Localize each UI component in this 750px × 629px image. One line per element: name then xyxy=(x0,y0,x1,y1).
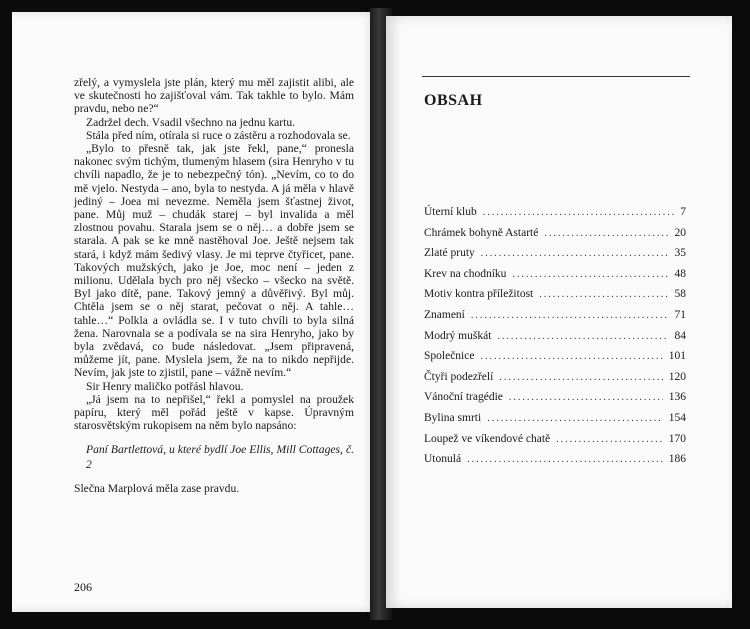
toc-entry-page: 71 xyxy=(674,308,686,321)
left-page xyxy=(12,12,376,612)
toc-entry xyxy=(424,391,686,412)
toc-entry xyxy=(424,371,686,392)
table-of-contents xyxy=(424,206,686,474)
toc-entry-title: Zlaté pruty xyxy=(424,247,475,260)
toc-leader xyxy=(556,434,663,445)
toc-entry-title: Čtyři podezřelí xyxy=(424,370,494,383)
toc-entry-title: Chrámek bohyně Astarté xyxy=(424,226,539,239)
right-page xyxy=(386,16,732,608)
toc-entry-title: Úterní klub xyxy=(424,206,477,218)
toc-entry xyxy=(424,412,686,433)
toc-entry-title: Loupež ve víkendové chatě xyxy=(424,432,551,445)
toc-entry xyxy=(424,433,686,454)
toc-leader xyxy=(480,351,662,362)
toc-entry-page: 48 xyxy=(674,267,686,280)
toc-entry-page: 7 xyxy=(680,206,686,218)
toc-entry-title: Krev na chodníku xyxy=(424,267,507,280)
toc-entry xyxy=(424,453,686,474)
toc-entry xyxy=(424,206,686,227)
toc-entry-page: 136 xyxy=(668,391,686,404)
closing-paragraph: Slečna Marplová měla zase pravdu. xyxy=(74,482,240,496)
toc-entry-page: 170 xyxy=(668,432,686,445)
paragraph: Sir Henry maličko potřásl hlavou. xyxy=(86,379,244,393)
toc-entry-page: 101 xyxy=(668,350,686,363)
note-quote: Paní Bartlettová, u které bydlí Joe Ellis, Mill Cottages, č. 2 xyxy=(86,443,354,472)
toc-entry xyxy=(424,309,686,330)
toc-leader xyxy=(483,207,675,218)
paragraph: Stála před ním, otírala si ruce o zástěru a rozhodovala se. xyxy=(86,128,351,142)
paragraph: zřelý, a vymyslela jste plán, který mu měl zajistit alibi, ale ve skutečnosti ho zajišťoval vám. Tak takhle to bylo. Mám pravdu, nebo ne?“ xyxy=(74,76,354,116)
toc-leader xyxy=(497,331,668,342)
toc-entry xyxy=(424,330,686,351)
toc-leader xyxy=(544,228,668,239)
page-number: 206 xyxy=(74,580,92,594)
toc-entry-title: Vánoční tragédie xyxy=(424,391,503,404)
toc-entry-page: 58 xyxy=(674,288,686,301)
toc-entry-title: Motiv kontra příležitost xyxy=(424,288,534,301)
toc-entry xyxy=(424,268,686,289)
divider xyxy=(422,76,690,77)
paragraph: Zadržel dech. Vsadil všechno na jednu kartu. xyxy=(86,115,296,129)
toc-entry-title: Společnice xyxy=(424,350,475,363)
toc-leader xyxy=(481,248,669,259)
toc-leader xyxy=(512,269,668,280)
story-text xyxy=(74,76,354,496)
toc-leader xyxy=(509,392,663,403)
toc-entry xyxy=(424,350,686,371)
toc-entry-page: 120 xyxy=(668,370,686,383)
toc-leader xyxy=(499,372,662,383)
toc-leader xyxy=(539,289,668,300)
toc-entry-page: 84 xyxy=(674,329,686,342)
toc-heading: OBSAH xyxy=(424,92,483,109)
toc-entry xyxy=(424,288,686,309)
toc-entry-title: Znamení xyxy=(424,308,465,321)
toc-entry xyxy=(424,247,686,268)
toc-entry-page: 35 xyxy=(674,247,686,260)
toc-entry-page: 20 xyxy=(674,226,686,239)
toc-entry xyxy=(424,227,686,248)
paragraph: „Bylo to přesně tak, jak jste řekl, pane,“ pronesla nakonec svým tichým, tlumeným hlasem (sira Henryho v tu chvíli napadlo, že je to nebezpečný tón). „Nevím, co to do mě vjelo. Nestyda – ano, byla to nestyda. A já měla v hlavě jediný – Joea mi nevezme. Neměla jsem šťastnej život, pane. Můj muž – chudák starej – byl invalida a měl zlostnou povahu. Starala jsem se o něj… a dobře jsem se starala. A pak se ke mně nastěhoval Joe. Ještě nejsem tak stará, i když mám šedivý vlasy. Je mi teprve čtyřicet, pane. Takových mužských, jako je Joe, moc není – jeden z milionu. Udělala bych pro něj všecko – všecko na světě. Byl jako dítě, pane. Takový jemný a důvěřivý. Byl můj. Chtěla jsem se o něj starat, pečovat o něj. A tahle… tahle…“ Polkla a ovládla se. I v tuto chvíli to byla silná žena. Narovnala se a podívala se na sira Henryho, jako by byla zvědavá, co bude následovat. „Jsem připravená, můžeme jít, pane. Myslela jsem, že na to nikdo nepřijde. Nevím, jak jste to zjistil, pane – vážně nevím.“ xyxy=(74,142,354,380)
toc-entry-title: Bylina smrti xyxy=(424,411,482,424)
toc-entry-title: Modrý muškát xyxy=(424,329,492,342)
toc-leader xyxy=(471,310,669,321)
toc-entry-page: 186 xyxy=(668,453,686,466)
toc-entry-title: Utonulá xyxy=(424,453,462,466)
toc-entry-page: 154 xyxy=(668,411,686,424)
toc-leader xyxy=(467,454,663,465)
toc-leader xyxy=(487,413,663,424)
paragraph: „Já jsem na to nepřišel,“ řekl a pomyslel na proužek papíru, který měl pořád ještě v kapse. Úpravným starosvětským rukopisem na něm bylo napsáno: xyxy=(74,392,354,433)
